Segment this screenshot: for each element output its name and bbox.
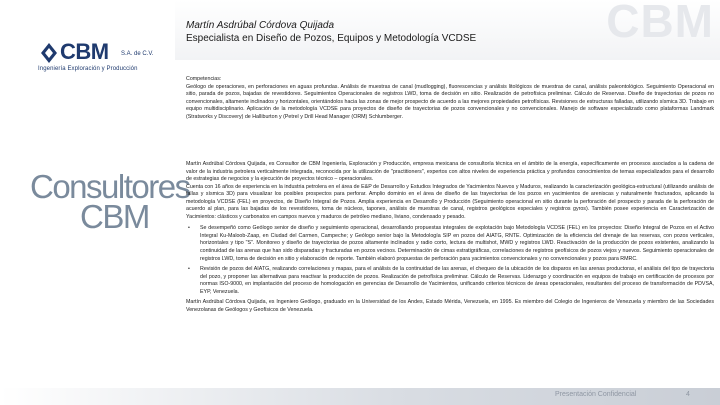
brand-line-2: CBM [80, 198, 149, 235]
page-number: 4 [686, 391, 690, 398]
list-item: • Revisión de pozos del AIATG, realizando correlaciones y mapas, para el análisis de la continuidad de las arenas, el chequeo de la ubicación de los disparos en las arenas productoras, el análisis del tipo de trayectoria del pozo, y proponer las alternativas para reactivar la producción de pozos. Realización de petrofísica preliminar. Cálculo de Reservas. Liderazgo y coordinación en equipos de trabajo en certificación de procesos por normas ISO-9000, en implantación del proceso de homologación en gerencias de Desarrollo de Yacimientos, unificando criterios técnicos de áreas operacionales, resultantes del proceso de transformación de PDVSA, EYP, Venezuela. [188, 266, 714, 295]
bullet-icon: • [188, 225, 190, 232]
brand-title [30, 168, 190, 235]
person-name: Martín Asdrúbal Córdova Quijada [186, 20, 335, 31]
bio-section [186, 161, 714, 314]
cbm-logo [38, 40, 158, 70]
competencias-section [186, 76, 714, 121]
competencias-heading: Competencias: [186, 76, 222, 82]
logo-suffix: S.A. de C.V. [121, 51, 154, 57]
person-role: Especialista en Diseño de Pozos, Equipos y Metodología VCDSE [186, 33, 477, 44]
list-item: • Se desempeñó como Geólogo senior de diseño y seguimiento operacional, desarrollando propuestas integrales de explotación bajo Metodología VCDSE (FEL) en los proyectos: Diseño Integral de Pozos en el Activo Integral Ku-Maloob-Zaap, en Ciudad del Carmen, Campeche; y Geólogo senior bajo la Metodología SIP en pozos del AIATG, RNTE. Optimización de la eficiencia del drenaje de las reservas, con pozos verticales, horizontales y tipo "S". Monitoreo y diseño de trayectorias de pozos altamente inclinados y radio corto, lectura de multishot, MWD y registros LWD. Reactivación de la producción de pozos existentes, analizando la continuidad de las arenas que han sido disparadas y fracturadas en pozos vecinos. Determinación de cimas estratigráficas, correlaciones de registros geofísicos de pozos viejos y nuevos. Seguimiento operacionales de registros LWD, toma de decisión en sitio y elaboración de reporte. También elaboró propuestas de perforación para yacimientos convencionales y no convencionales y pozos para RMRC. [188, 225, 714, 262]
bio-paragraph-2: Cuenta con 16 años de experiencia en la industria petrolera en el área de E&P de Desarrollo y Estudios Integrados de Yacimientos Nuevos y Maduros, realizando la caracterización geológica-estructural (utilizando análisis de fallas y sísmica 3D) para visualizar los posibles prospectos para perforar. Amplio dominio en el área de diseño de las trayectorias de los pozos en yacimientos de areniscas y naturalmente fracturados, aplicando la metodología VCDSE (FEL) en proyectos, de Diseño Integral de Pozos. Amplia experiencia en Desarrollo y Producción (Seguimiento operacional en sitio durante la perforación del prospecto y parada de la perforación de acuerdo al plan, para las bajadas de los revestidores, toma de núcleos, tapones, análisis de muestras de canal, registros geológicos especiales y registros gyros). También posee experiencia en Caracterización de Yacimientos: clásticos y carbonatos en campos nuevos y maduros de petróleo mediano, liviano, condensado y pesado. [186, 183, 714, 220]
bullet-icon: • [188, 266, 190, 273]
sidebar [0, 0, 190, 405]
footer-text: Presentación Confidencial [555, 391, 637, 398]
logo-word: CBM [60, 39, 109, 64]
bio-bullet-list [186, 225, 714, 296]
logo-tagline: Ingeniería Exploración y Producción [38, 66, 138, 72]
bio-paragraph-1: Martín Asdrúbal Córdova Quijada, es Consultor de CBM Ingeniería, Exploración y Producción, empresa mexicana de consultoría técnica en el ámbito de la energía, específicamente en procesos asociados a la cadena de valor de la industria petrolera verticalmente integrada, reconocida por la utilización de "practitioners", expertos con altos niveles de experiencia práctica y profundos conocimientos de temas especializados para el desarrollo de estrategias de negocios y la ejecución de proyectos técnico – operacionales. [186, 161, 714, 183]
cbm-diamond-logo-icon [38, 42, 60, 64]
competencias-text: Geólogo de operaciones, en perforaciones en aguas profundas. Análisis de muestras de canal (mudlogging), fluorescencias y análisis litológicos de muestras de canal, análisis paleontológico. Seguimiento Operacional en sitio, parada de pozos, bajadas de revestidores. Seguimientos Operacionales de registros LWD, toma de decisión en sitio. Realización de petrofísica preliminar. Cálculo de Reservas. Diseño de trayectorias de pozos no convencionales, altamente inclinados y horizontales, orientándolos hacia las zonas de mejor prospecto de acuerdo a las mejores propiedades petrofísicas. Revisiones de estructuras falladas, utilizando sísmica 3D. Trabajo en equipo multidisciplinario. Aplicación de la metodología VCDSE para proyectos de diseño de trayectorias de pozos convencionales y no convencionales. Manejo de software especializado como plataformas Landmark (Stratworks y Discovery) de Halliburton y (Petrel y Drill Head Manager (ORM) Schlumberger. [186, 83, 714, 120]
header-watermark: CBM [606, 0, 714, 47]
brand-line-1: Consultores [30, 168, 190, 205]
bio-paragraph-3: Martín Asdrúbal Córdova Quijada, es Ingeniero Geólogo, graduado en la Universidad de los Andes, Estado Mérida, Venezuela, en 1995. Es miembro del Colegio de Ingenieros de Venezuela y miembro de las Sociedades Venezolanas de Geólogos y Geofísicos de Venezuela. [186, 299, 714, 313]
